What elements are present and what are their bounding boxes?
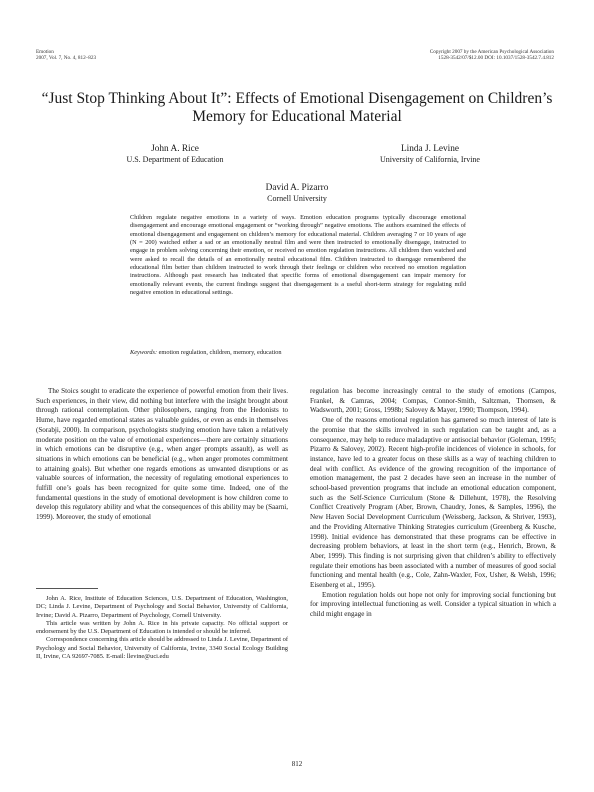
footnote-disclaimer: This article was written by John A. Rice in his private capacity. No official support or endorsement by the U.S. Department of Education is intended or should be inferred. [36, 619, 288, 635]
keywords-text: emotion regulation, children, memory, education [158, 349, 282, 356]
journal-volume: 2007, Vol. 7, No. 4, 812–823 [36, 55, 97, 62]
copyright-line: Copyright 2007 by the American Psychological Association [429, 49, 554, 55]
author-affiliation: U.S. Department of Education [126, 154, 224, 164]
footnote-correspondence: Correspondence concerning this article should be addressed to Linda J. Levine, Department of Psychology and Social Behavior, University of California, Irvine, 3340 Social Ecology Building II, Irvine, CA 92697-7085. E-mail: llevine@uci.edu [36, 636, 288, 660]
journal-name: Emotion [36, 49, 54, 55]
author-name: Linda J. Levine [400, 144, 460, 154]
author-block [212, 183, 382, 204]
author-name: David A. Pizarro [265, 183, 329, 193]
article-title: “Just Stop Thinking About It”: Effects of Emotional Disengagement on Children’s Memory for Educational Material [41, 90, 553, 125]
doi-line: 1528-3542/07/$12.00 DOI: 10.1037/1528-3542.7.4.812 [438, 55, 554, 62]
author-block [90, 144, 260, 165]
body-paragraph: regulation has become increasingly central to the study of emotions (Campos, Frankel, & Camras, 2004; Compas, Connor-Smith, Saltzman, Thomsen, & Wadsworth, 2001; Gross, 1998b; Salovey & Mayer, 1990; Thompson, 1994). [310, 387, 556, 415]
body-paragraph: Emotion regulation holds out hope not only for improving social functioning but for improving intellectual functioning as well. Consider a typical situation in which a child might engage in [310, 590, 556, 619]
body-paragraph: One of the reasons emotional regulation has garnered so much interest of late is the promise that the skills involved in such regulation can be taught and, as a consequence, may help to reduce maladaptive or antisocial behavior (Goleman, 1995; Pizarro & Salovey, 2002). Recent high-profile incidences of violence in schools, for instance, have led to a greater focus on these skills as a way of teaching children to deal with conflict. As evidence of the growing recognition of the importance of emotion management, the past 2 decades have seen an increase in the number of school-based prevention programs that include an emotional education component, such as the Self-Science Curriculum (Stone & Dillehunt, 1978), the Resolving Conflict Creatively Program (Aber, Brown, Chaudry, Jones, & Samples, 1996), the New Haven Social Development Curriculum (Weissberg, Jackson, & Shriver, 1993), and the Providing Alternative Thinking Strategies curriculum (Greenberg & Kusche, 1998). Initial evidence has demonstrated that these programs can be effective in decreasing problem behaviors, at least in the short term (e.g., Henrich, Brown, & Aber, 1999). This finding is not surprising given that children’s ability to effectively regulate their emotions has been associated with a number of measures of good social functioning and mental health (e.g., Cole, Zahn-Waxler, Fox, Usher, & Welsh, 1996; Eisenberg et al., 1995). [310, 416, 556, 590]
keywords-label: Keywords: [130, 349, 158, 356]
keywords [130, 349, 466, 357]
body-column-left [36, 387, 288, 523]
author-affiliation: Cornell University [267, 193, 327, 203]
copyright-header [430, 49, 554, 62]
abstract: Children regulate negative emotions in a variety of ways. Emotion education programs typically discourage emotional disengagement and encourage emotional engagement or “working through” negative emotions. The authors examined the effects of emotional disengagement and engagement on children’s memory for educational material. Children averaging 7 or 10 years of age (N = 200) watched either a sad or an emotionally neutral film and were then instructed to emotionally disengage, instructed to engage in problem solving concerning their emotion, or received no emotion regulation instructions. All children then watched and were asked to recall the details of an emotionally neutral educational film. Children instructed to disengage remembered the educational film better than children instructed to work through their feelings or children who received no emotion regulation instructions. Although past research has indicated that specific forms of emotional disengagement can impair memory for emotionally relevant events, the current findings suggest that disengagement is a useful short-term strategy for regulating mild negative emotion in educational settings. [130, 214, 466, 297]
journal-header [36, 49, 96, 62]
footnote-affiliations: John A. Rice, Institute of Education Sciences, U.S. Department of Education, Washington, DC; Linda J. Levine, Department of Psychology and Social Behavior, University of California, Irvine; David A. Pizarro, Department of Psychology, Cornell University. [36, 595, 288, 619]
body-column-right [310, 387, 556, 620]
author-block [345, 144, 515, 165]
author-notes [36, 595, 288, 661]
body-paragraph: The Stoics sought to eradicate the experience of powerful emotion from their lives. Such experiences, in their view, did nothing but interfere with the insight brought about through rational contemplation. Other philosophers, ranging from the Hedonists to Hume, have regarded emotional states as valuable guides, or even as ends in themselves (Sorabji, 2000). In comparison, psychologists studying emotion have taken a relatively moderate position on the value of emotional experiences—there are certainly situations in which emotions can be disruptive (e.g., when anger prompts assault), as well as situations in which emotions can be beneficial (e.g., when anger promotes commitment to attaining goals). But whether one regards emotions as unwanted disruptions or as valuable sources of information, the necessity of regulating emotional experiences to fulfill one’s goals has been recognized for quite some time. Indeed, one of the fundamental questions in the study of emotional development is how children come to develop this regulatory ability and what the consequences of this ability may be (Saarni, 1999). Moreover, the study of emotional [36, 387, 288, 522]
author-name: John A. Rice [151, 144, 199, 154]
footnote-divider [36, 588, 98, 589]
author-affiliation: University of California, Irvine [380, 154, 480, 164]
page-number: 812 [291, 760, 303, 768]
